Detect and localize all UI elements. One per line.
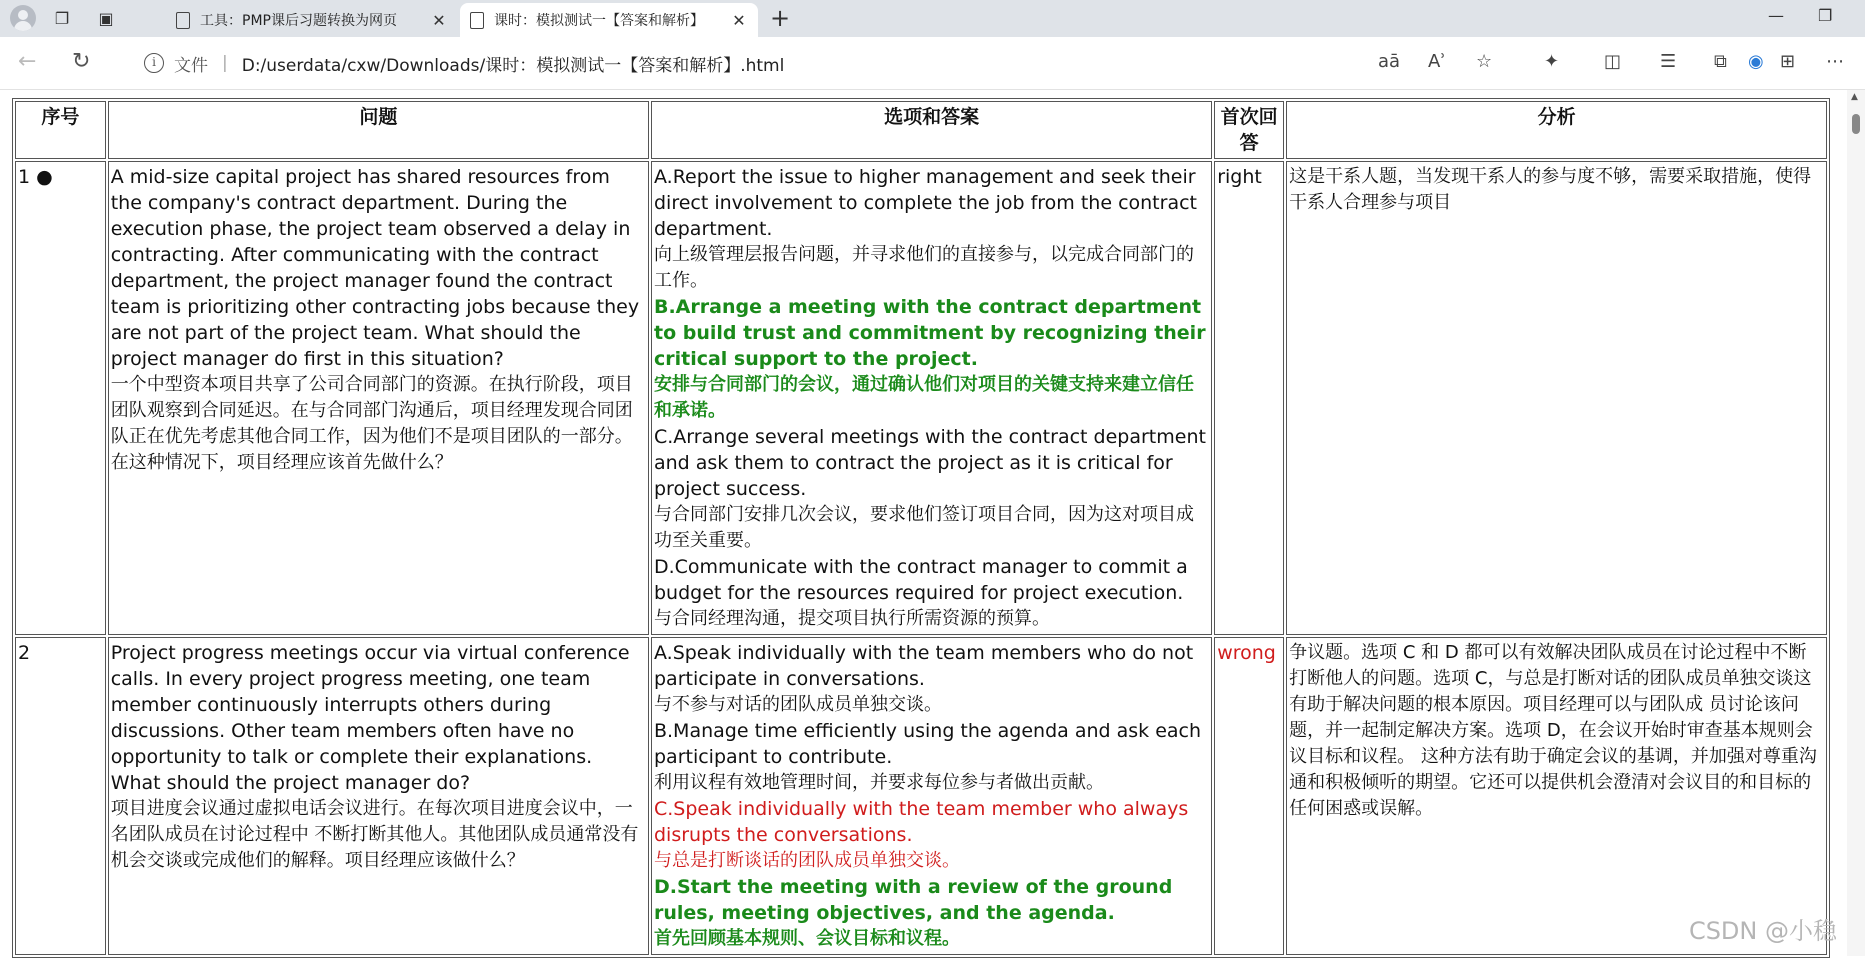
address-bar (0, 37, 1865, 90)
header-index: 序号 (15, 101, 106, 159)
url-text[interactable]: D:/userdata/cxw/Downloads/课时：模拟测试一【答案和解析】.html (241, 55, 785, 76)
more-options-icon[interactable]: ⋯ (1826, 51, 1844, 72)
header-question: 问题 (108, 101, 649, 159)
profile-avatar[interactable] (10, 5, 36, 31)
browser-essentials-icon[interactable]: ◉ (1748, 51, 1764, 72)
option-a-en: A.Report the issue to higher management and seek their direct involvement to complete the job from the contract department. (653, 166, 1197, 240)
option-b-zh: 利用议程有效地管理时间，并要求每位参与者做出贡献。 (653, 772, 1104, 793)
read-aloud-icon[interactable]: Aʾ (1428, 51, 1446, 72)
tab-actions-icon[interactable]: ▣ (98, 8, 114, 28)
new-tab-icon[interactable]: + (770, 4, 791, 32)
watermark: CSDN @小稳 (1688, 917, 1837, 945)
option-b-en: B.Manage time efficiently using the agenda and ask each participant to contribute. (653, 720, 1202, 768)
minimize-icon[interactable]: — (1768, 6, 1784, 25)
options-cell (651, 637, 1212, 955)
option-d-zh: 首先回顾基本规则、会议目标和议程。 (653, 928, 960, 949)
first-answer-result: wrong (1214, 637, 1284, 955)
tab-title: 工具：PMP课后习题转换为网页 (200, 13, 397, 29)
option-b-en: B.Arrange a meeting with the contract department to build trust and commitment by recognizing their critical support to the project. (653, 296, 1206, 370)
question-en: Project progress meetings occur via virtual conference calls. In every project progress meeting, one team member continuously interrupts others during discussions. Other team members often have no opportunity to talk or complete their explanations. What should the project manager do? (110, 642, 630, 794)
analysis-cell: 这是干系人题，当发现干系人的参与度不够，需要采取措施，使得干系人合理参与项目 (1286, 161, 1827, 635)
header-options: 选项和答案 (651, 101, 1212, 159)
tab-title: 课时：模拟测试一【答案和解析】 (494, 13, 704, 29)
info-icon[interactable]: i (144, 53, 164, 73)
favorite-star-icon[interactable]: ☆ (1476, 51, 1493, 72)
question-cell (108, 637, 649, 955)
option-c-en: C.Speak individually with the team member who always disrupts the conversations. (653, 798, 1189, 846)
url-field[interactable] (120, 44, 1520, 82)
header-first-answer: 首次回答 (1214, 101, 1284, 159)
page-content (0, 90, 1865, 956)
question-zh: 一个中型资本项目共享了公司合同部门的资源。在执行阶段，项目团队观察到合同延迟。在与合同部门沟通后，项目经理发现合同团队正在优先考虑其他合同工作，因为他们不是项目团队的一部分。在这种情况下，项目经理应该首先做什么？ (110, 374, 633, 473)
scroll-thumb[interactable] (1852, 114, 1860, 134)
split-screen-icon[interactable]: ◫ (1604, 51, 1622, 72)
option-d-zh: 与合同经理沟通，提交项目执行所需资源的预算。 (653, 608, 1050, 629)
option-c-zh: 与合同部门安排几次会议，要求他们签订项目合同，因为这对项目成功至关重要。 (653, 504, 1194, 551)
option-b-zh: 安排与合同部门的会议，通过确认他们对项目的关键支持来建立信任和承诺。 (653, 374, 1194, 421)
favorites-icon[interactable]: ☰ (1660, 51, 1677, 72)
url-scheme-label: 文件 (174, 55, 208, 76)
question-en: A mid-size capital project has shared resources from the company's contract department. During the execution phase, the project team observed a delay in contracting. After communicating with the contract department, the project manager found the contract team is prioritizing other contracting jobs because they are not part of the project team. What should the project manager do first in this situation? (110, 166, 640, 370)
option-a-zh: 向上级管理层报告问题，并寻求他们的直接参与，以完成合同部门的工作。 (653, 244, 1194, 291)
url-separator: | (222, 53, 228, 73)
scroll-up-icon[interactable]: ▲ (1851, 92, 1858, 102)
option-d-en: D.Communicate with the contract manager to commit a budget for the resources required for project execution. (653, 556, 1188, 604)
vertical-scrollbar[interactable] (1847, 90, 1865, 956)
tab-exam[interactable] (460, 3, 758, 37)
exam-table (12, 98, 1830, 958)
document-icon (470, 12, 484, 29)
option-a-en: A.Speak individually with the team members who do not participate in conversations. (653, 642, 1194, 690)
option-c-zh: 与总是打断谈话的团队成员单独交谈。 (653, 850, 960, 871)
document-icon (176, 12, 190, 29)
collections-icon[interactable]: ⧉ (1714, 51, 1727, 72)
table-row (15, 637, 1827, 955)
translate-icon[interactable]: aā (1378, 51, 1401, 72)
header-analysis: 分析 (1286, 101, 1827, 159)
workspaces-icon[interactable]: ❐ (54, 8, 70, 28)
restore-icon[interactable]: ❐ (1818, 6, 1833, 25)
close-icon[interactable]: ✕ (732, 10, 746, 30)
refresh-icon[interactable]: ↻ (72, 49, 91, 74)
analysis-cell: 争议题。选项 C 和 D 都可以有效解决团队成员在讨论过程中不断打断他人的问题。选项 C，与总是打断对话的团队成员单独交谈这有助于解决问题的根本原因。项目经理可以与团队成 员讨论该问题，并一起制定解决方案。选项 D，在会议开始时审查基本规则会议目标和议程。 这种方法有助于确定会议的基调，并加强对尊重沟通和积极倾听的期望。它还可以提供机会澄清对会议目的和目标的任何困惑或误解。 (1286, 637, 1827, 955)
profile-extension-icon[interactable]: ⊞ (1780, 51, 1796, 72)
row-index: 1 ● (15, 161, 106, 635)
first-answer-result: right (1214, 161, 1284, 635)
extensions-icon[interactable]: ✦ (1544, 51, 1560, 72)
question-zh: 项目进度会议通过虚拟电话会议进行。在每次项目进度会议中，一名团队成员在讨论过程中 不断打断其他人。其他团队成员通常没有机会交谈或完成他们的解释。项目经理应该做什么？ (110, 798, 639, 871)
table-header-row (15, 101, 1827, 159)
tab-tool[interactable] (166, 3, 458, 37)
question-cell (108, 161, 649, 635)
close-icon[interactable]: ✕ (432, 10, 446, 30)
back-icon[interactable]: ← (18, 49, 37, 74)
option-a-zh: 与不参与对话的团队成员单独交谈。 (653, 694, 942, 715)
table-row (15, 161, 1827, 635)
row-index: 2 (15, 637, 106, 955)
option-c-en: C.Arrange several meetings with the contract department and ask them to contract the project as it is critical for project success. (653, 426, 1206, 500)
tab-bar (0, 0, 1865, 37)
options-cell (651, 161, 1212, 635)
option-d-en: D.Start the meeting with a review of the ground rules, meeting objectives, and the agenda. (653, 876, 1173, 924)
